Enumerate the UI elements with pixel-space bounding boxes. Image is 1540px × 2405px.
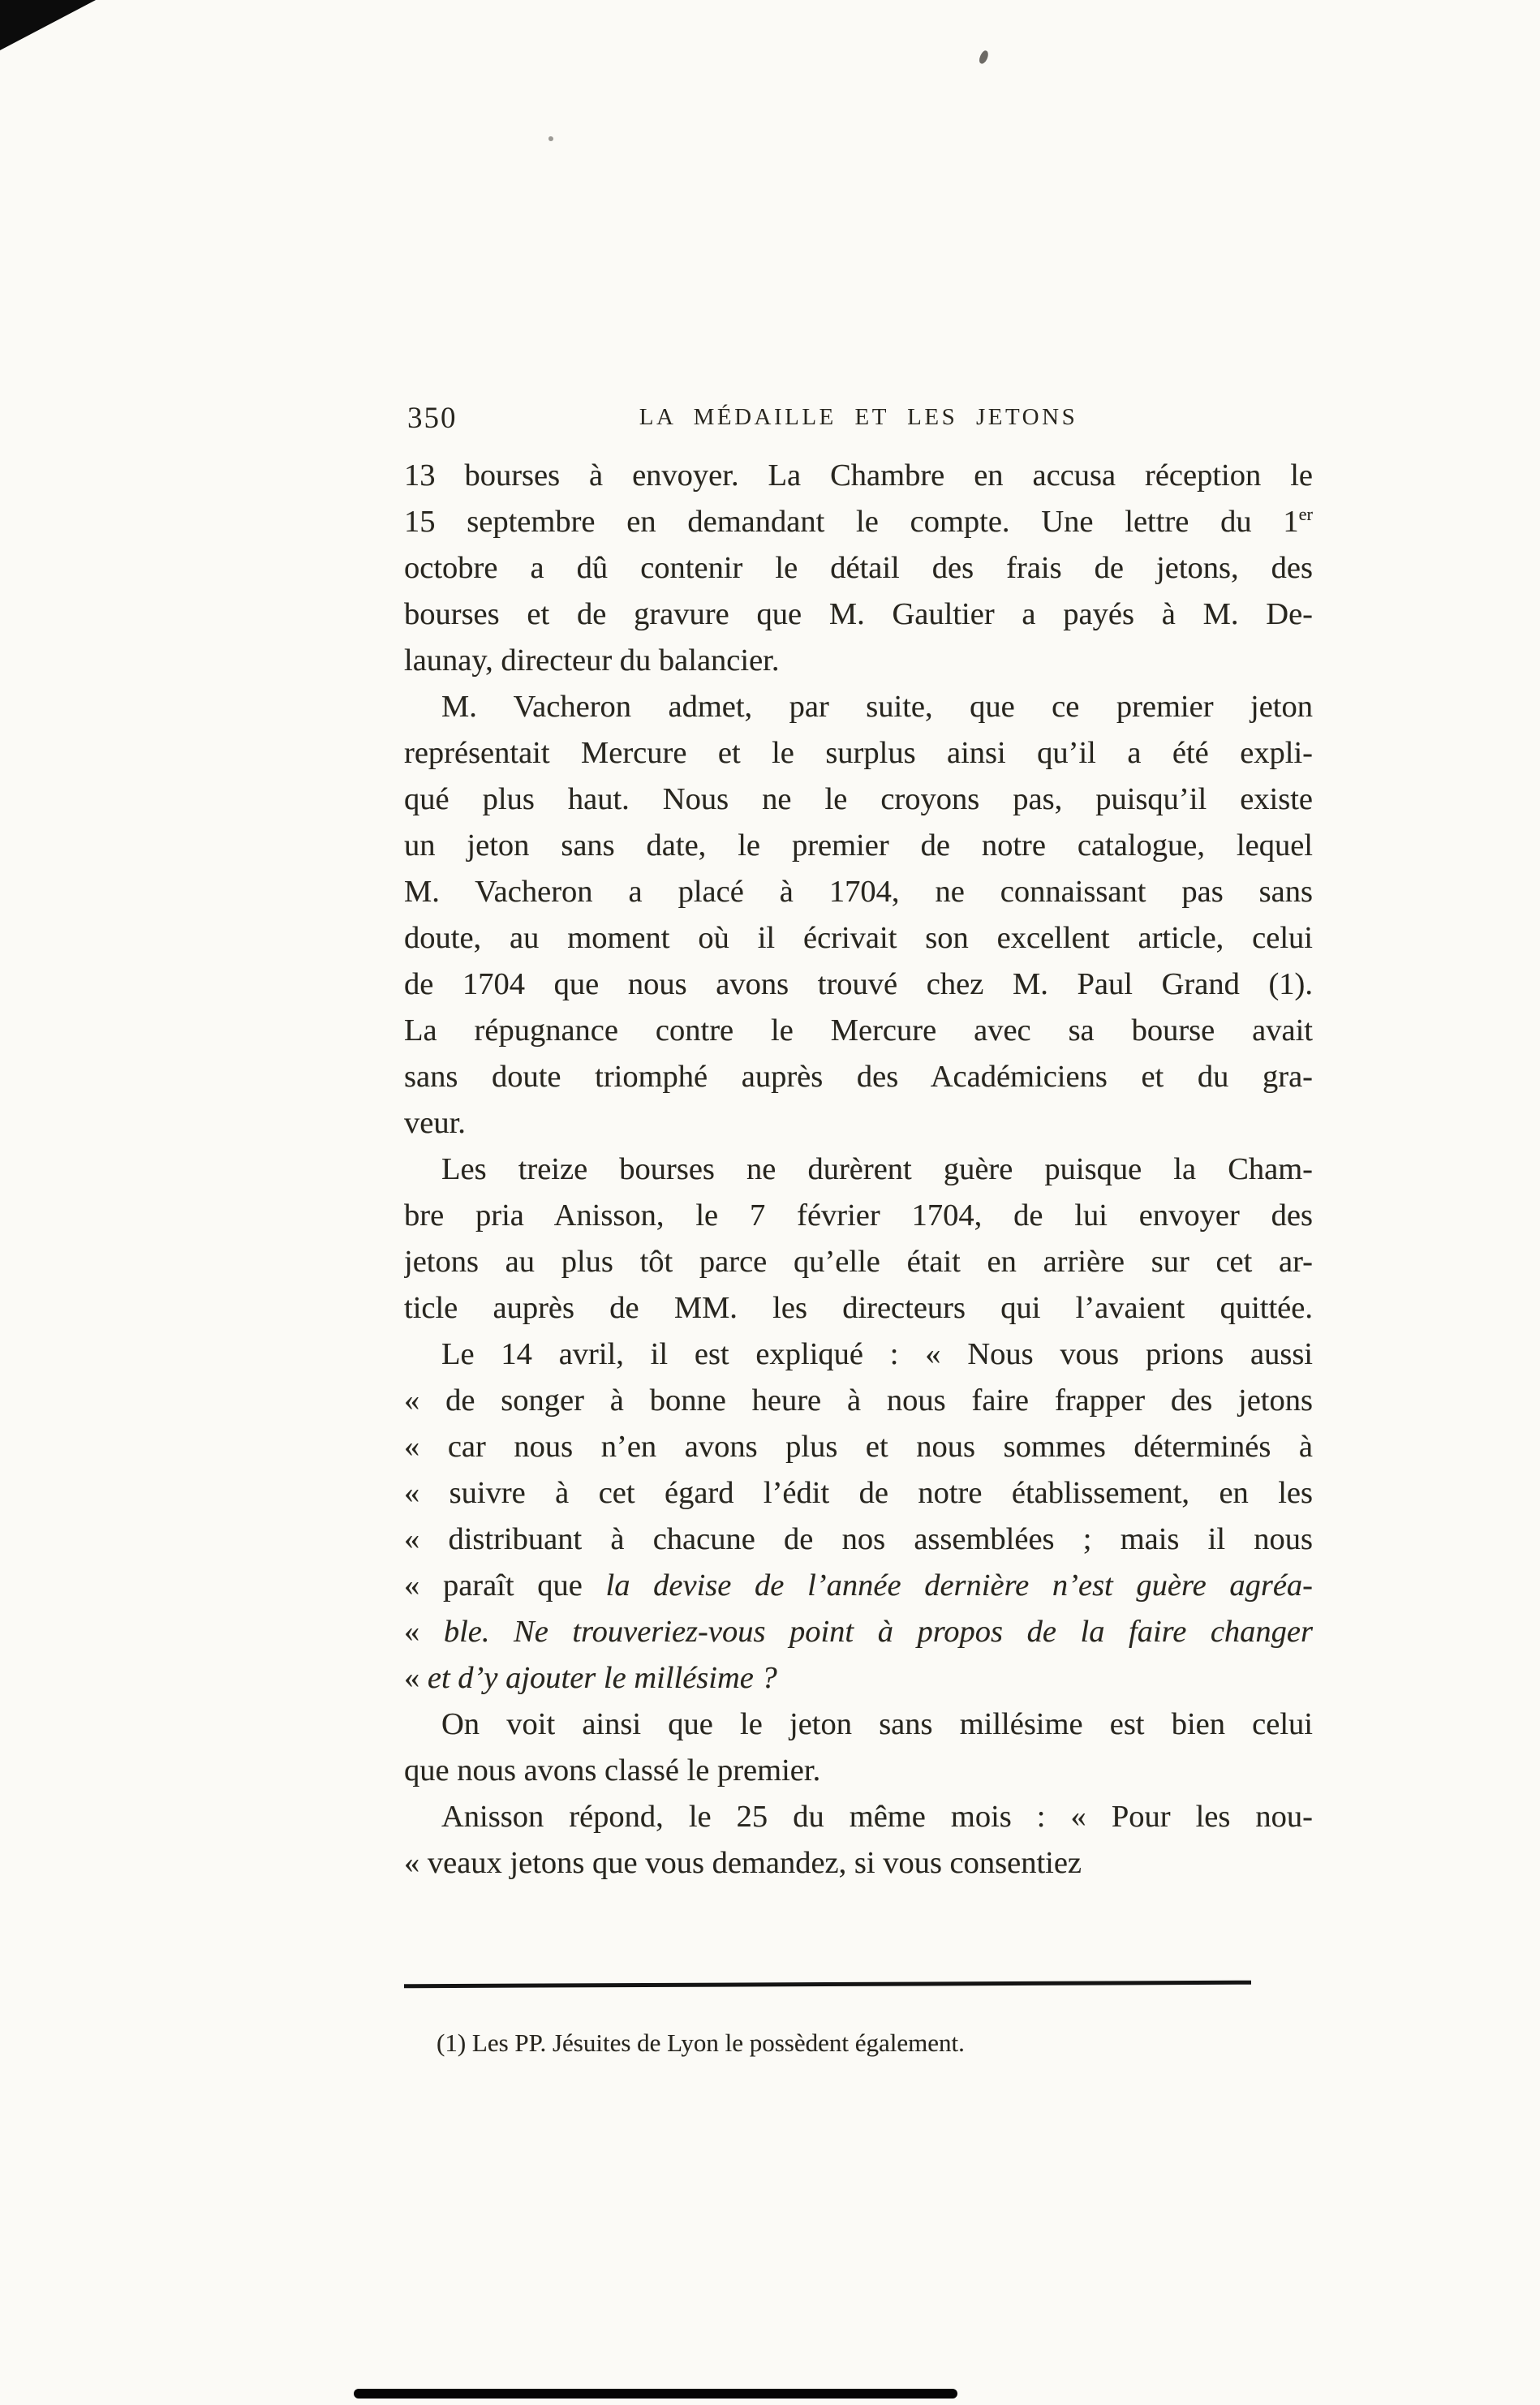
text-segment: « [404, 1615, 444, 1649]
text-line: sans doute triomphé auprès des Académiciens et du gra- [404, 1060, 1313, 1094]
paragraph [404, 1702, 1313, 1794]
paragraph [404, 684, 1313, 1147]
text-line: La répugnance contre le Mercure avec sa bourse avait [404, 1013, 1313, 1048]
italic-text: ble. Ne trouveriez-vous point à propos de la faire changer [443, 1615, 1313, 1649]
text-line: veur. [404, 1106, 466, 1140]
text-line: Anisson répond, le 25 du même mois : « Pour les nou- [441, 1800, 1313, 1834]
scan-corner-artifact [0, 0, 96, 50]
paragraph [404, 1794, 1313, 1887]
text-line: un jeton sans date, le premier de notre catalogue, lequel [404, 828, 1313, 863]
text-line: doute, au moment où il écrivait son excellent article, celui [404, 921, 1313, 955]
body-text [404, 453, 1313, 1887]
scan-speck [548, 136, 553, 141]
text-line: Les treize bourses ne durèrent guère puisque la Cham- [441, 1152, 1313, 1186]
paragraph [404, 1147, 1313, 1332]
text-line [404, 499, 1313, 545]
text-line: « car nous n’en avons plus et nous sommes déterminés à [404, 1430, 1313, 1464]
scan-speck [978, 49, 990, 65]
footnote: (1) Les PP. Jésuites de Lyon le possèdent également. [437, 2029, 965, 2057]
page-number: 350 [407, 402, 458, 435]
text-line: « distribuant à chacune de nos assemblées ; mais il nous [404, 1522, 1313, 1556]
running-title: LA MÉDAILLE ET LES JETONS [639, 404, 1078, 430]
text-segment: 15 septembre en demandant le compte. Une lettre du 1 [404, 505, 1299, 539]
text-line: Le 14 avril, il est expliqué : « Nous vous prions aussi [441, 1337, 1313, 1371]
scan-bottom-artifact [354, 2389, 957, 2399]
italic-text: et d’y ajouter le millésime ? [427, 1661, 777, 1695]
text-line: bourses et de gravure que M. Gaultier a payés à M. De- [404, 597, 1313, 631]
footnote-rule [404, 1981, 1251, 1989]
text-line: bre pria Anisson, le 7 février 1704, de lui envoyer des [404, 1198, 1313, 1233]
text-line: M. Vacheron a placé à 1704, ne connaissant pas sans [404, 875, 1313, 909]
book-page [404, 398, 1313, 2059]
text-segment: « [404, 1661, 428, 1695]
text-line [404, 1655, 1313, 1702]
paragraph [404, 1332, 1313, 1702]
text-line: que nous avons classé le premier. [404, 1753, 821, 1788]
text-line: de 1704 que nous avons trouvé chez M. Paul Grand (1). [404, 967, 1313, 1001]
text-segment: « paraît que [404, 1568, 606, 1603]
text-line: « de songer à bonne heure à nous faire frapper des jetons [404, 1383, 1313, 1418]
page-header [404, 398, 1313, 437]
italic-text: la devise de l’année dernière n’est guère agréa- [605, 1568, 1313, 1603]
text-line: qué plus haut. Nous ne le croyons pas, puisqu’il existe [404, 782, 1313, 816]
text-line: On voit ainsi que le jeton sans millésime est bien celui [441, 1707, 1313, 1741]
superscript-text: er [1298, 504, 1313, 525]
text-line: ticle auprès de MM. les directeurs qui l’avaient quittée. [404, 1291, 1313, 1325]
text-line: 13 bourses à envoyer. La Chambre en accusa réception le [404, 458, 1313, 493]
text-line: « veaux jetons que vous demandez, si vous consentiez [404, 1846, 1082, 1880]
paragraph [404, 453, 1313, 684]
text-line: launay, directeur du balancier. [404, 643, 780, 678]
text-line: représentait Mercure et le surplus ainsi qu’il a été expli- [404, 736, 1313, 770]
text-line [404, 1563, 1313, 1609]
text-line: M. Vacheron admet, par suite, que ce premier jeton [441, 690, 1313, 724]
text-line: octobre a dû contenir le détail des frais de jetons, des [404, 551, 1313, 585]
text-line [404, 1609, 1313, 1655]
text-line: « suivre à cet égard l’édit de notre établissement, en les [404, 1476, 1313, 1510]
text-line: jetons au plus tôt parce qu’elle était en arrière sur cet ar- [404, 1245, 1313, 1279]
